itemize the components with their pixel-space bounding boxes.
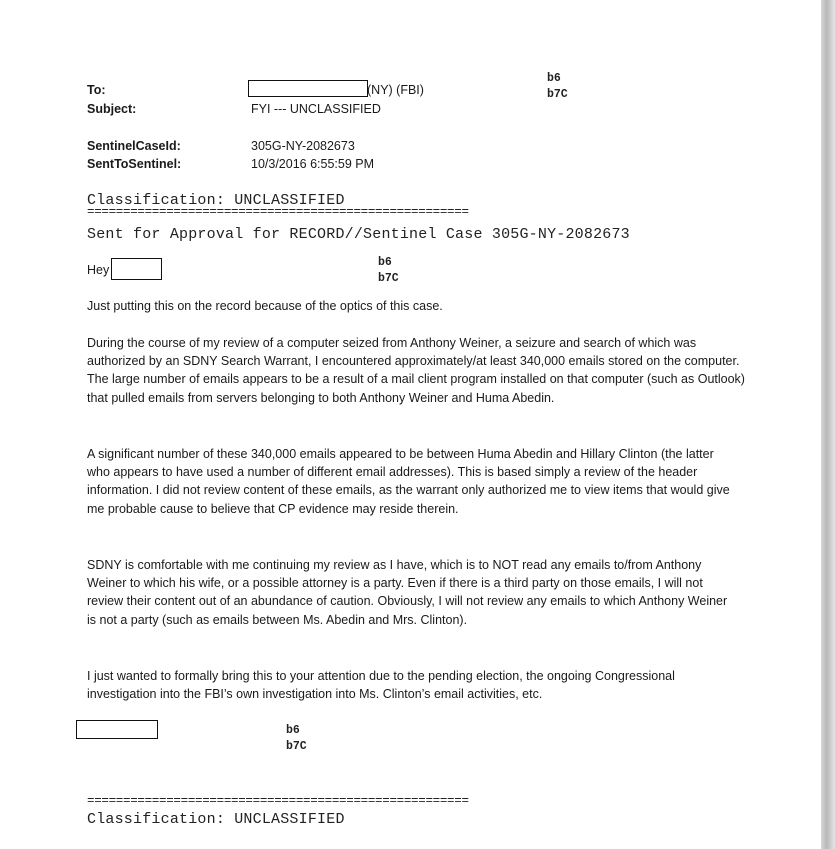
- to-label: To:: [87, 83, 106, 97]
- body-paragraph: Just putting this on the record because of the optics of this case.: [87, 299, 443, 313]
- subject-label: Subject:: [87, 102, 137, 116]
- exemption-code: b6: [547, 72, 561, 85]
- to-value: (NY) (FBI): [367, 83, 424, 97]
- signature-redaction-box: [76, 720, 158, 739]
- redaction-box: [248, 80, 368, 97]
- case-value: 305G-NY-2082673: [251, 139, 355, 153]
- redaction-box: [111, 258, 162, 280]
- exemption-code: b7C: [378, 272, 399, 285]
- approval-line: Sent for Approval for RECORD//Sentinel Case 305G-NY-2082673: [87, 226, 630, 243]
- classification-bottom: Classification: UNCLASSIFIED: [87, 811, 345, 828]
- exemption-code: b6: [378, 256, 392, 269]
- exemption-code: b7C: [547, 88, 568, 101]
- body-paragraph: I just wanted to formally bring this to your attention due to the pending election, the ongoing Congressional investigation into the FBI’s own investigation into Ms. Clinton’s email activities, etc.: [87, 669, 675, 702]
- separator-line: =====================================================: [87, 207, 469, 217]
- sent-label: SentToSentinel:: [87, 157, 182, 171]
- case-label: SentinelCaseId:: [87, 139, 181, 153]
- body-paragraph: A significant number of these 340,000 emails appeared to be between Huma Abedin and Hillary Clinton (the latter who appears to have used a number of different email addresses). This is based simply a review of the header information. I did not review content of these emails, as the warrant only authorized me to view items that would give me probable cause to believe that CP evidence may reside therein.: [87, 447, 730, 516]
- body-paragraph: During the course of my review of a computer seized from Anthony Weiner, a seizure and search of which was authorized by an SDNY Search Warrant, I encountered approximately/at least 340,000 emails stored on the computer. The large number of emails appears to be a result of a mail client program installed on that computer (such as Outlook) that pulled emails from servers belonging to both Anthony Weiner and Huma Abedin.: [87, 336, 745, 405]
- subject-value: FYI --- UNCLASSIFIED: [251, 102, 381, 116]
- sent-value: 10/3/2016 6:55:59 PM: [251, 157, 375, 171]
- exemption-code: b7C: [286, 740, 307, 753]
- page-edge-shadow: [821, 0, 835, 849]
- greeting: Hey: [87, 263, 110, 277]
- body-paragraph: SDNY is comfortable with me continuing my review as I have, which is to NOT read any emails to/from Anthony Weiner to which his wife, or a possible attorney is a party. Even if there is a third party on those emails, I will not review their content out of an abundance of caution. Obviously, I will not review any emails to which Anthony Weiner is not a party (such as emails between Ms. Abedin and Mrs. Clinton).: [87, 558, 728, 627]
- exemption-code: b6: [286, 724, 300, 737]
- classification-top: Classification: UNCLASSIFIED: [87, 192, 345, 209]
- separator-line: =====================================================: [87, 796, 469, 806]
